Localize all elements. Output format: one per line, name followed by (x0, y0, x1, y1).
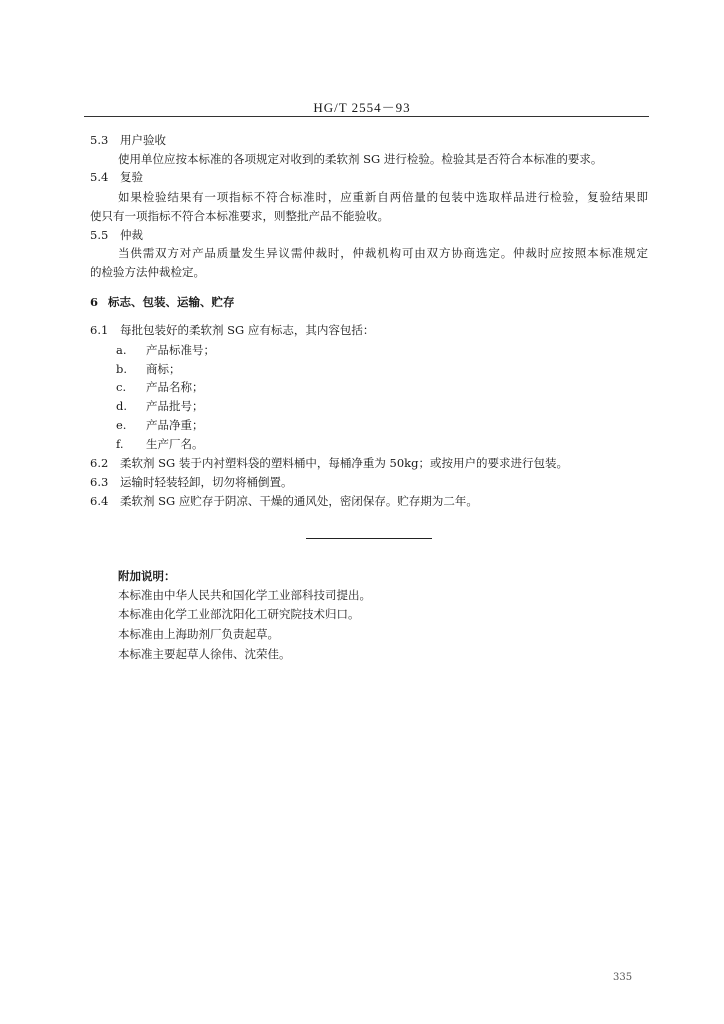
list-item (116, 399, 204, 413)
section-5-4-body-line-1: 如果检验结果有一项指标不符合标准时，应重新自两倍量的包装中选取样品进行检验，复验结果即 (118, 190, 648, 204)
list-item-letter: b. (116, 362, 128, 376)
section-5-5-heading (90, 228, 143, 242)
header-rule (84, 116, 649, 117)
list-item-text: 商标； (146, 362, 181, 376)
section-6-heading (90, 295, 235, 309)
end-of-text-divider (306, 538, 432, 539)
section-body: 柔软剂 SG 装于内衬塑料袋的塑料桶中，每桶净重为 50kg；或按用户的要求进行包装。 (120, 456, 568, 470)
list-item (116, 437, 204, 451)
list-item-text: 产品批号； (146, 399, 204, 413)
list-item-letter: e. (116, 418, 127, 432)
section-6-2 (90, 456, 568, 470)
list-item-text: 生产厂名。 (146, 437, 204, 451)
list-item-text: 产品标准号； (146, 343, 215, 357)
section-title: 复验 (120, 170, 143, 184)
section-number: 6.2 (90, 456, 109, 470)
section-number: 5.3 (90, 133, 109, 147)
page-number: 335 (613, 972, 633, 983)
section-5-5-body-line-2: 的检验方法仲裁检定。 (90, 265, 205, 279)
section-body: 每批包装好的柔软剂 SG 应有标志，其内容包括： (120, 323, 375, 337)
list-item (116, 362, 181, 376)
section-title: 标志、包装、运输、贮存 (108, 295, 235, 309)
section-5-5-body-line-1: 当供需双方对产品质量发生异议需仲裁时，仲裁机构可由双方协商选定。仲裁时应按照本标准规定 (118, 246, 648, 260)
section-6-4 (90, 494, 478, 508)
list-item-text: 产品名称； (146, 380, 204, 394)
list-item-letter: c. (116, 380, 127, 394)
list-item (116, 343, 215, 357)
notes-line: 本标准由化学工业部沈阳化工研究院技术归口。 (118, 607, 360, 621)
list-item-letter: f. (116, 437, 124, 451)
section-number: 6.1 (90, 323, 109, 337)
section-6-1 (90, 323, 374, 337)
standard-code-header: HG/T 2554－93 (313, 100, 411, 115)
section-number: 6.3 (90, 475, 109, 489)
list-item-text: 产品净重； (146, 418, 204, 432)
section-number: 6.4 (90, 494, 109, 508)
section-5-3-heading (90, 133, 166, 147)
section-5-3-body: 使用单位应按本标准的各项规定对收到的柔软剂 SG 进行检验。检验其是否符合本标准的要求。 (118, 152, 603, 166)
section-number: 5.4 (90, 170, 109, 184)
notes-line: 本标准主要起草人徐伟、沈荣佳。 (118, 647, 291, 661)
section-5-4-body-line-2: 使只有一项指标不符合本标准要求，则整批产品不能验收。 (90, 209, 389, 223)
list-item-letter: a. (116, 343, 127, 357)
section-5-4-heading (90, 170, 143, 184)
section-number: 6 (90, 295, 99, 309)
list-item (116, 380, 204, 394)
list-item (116, 418, 204, 432)
notes-line: 本标准由上海助剂厂负责起草。 (118, 627, 279, 641)
section-title: 用户验收 (120, 133, 166, 147)
section-body: 运输时轻装轻卸，切勿将桶倒置。 (120, 475, 293, 489)
section-number: 5.5 (90, 228, 109, 242)
notes-title: 附加说明： (118, 569, 176, 583)
section-6-3 (90, 475, 293, 489)
section-title: 仲裁 (120, 228, 143, 242)
section-body: 柔软剂 SG 应贮存于阴凉、干燥的通风处，密闭保存。贮存期为二年。 (120, 494, 478, 508)
notes-line: 本标准由中华人民共和国化学工业部科技司提出。 (118, 588, 371, 602)
list-item-letter: d. (116, 399, 128, 413)
